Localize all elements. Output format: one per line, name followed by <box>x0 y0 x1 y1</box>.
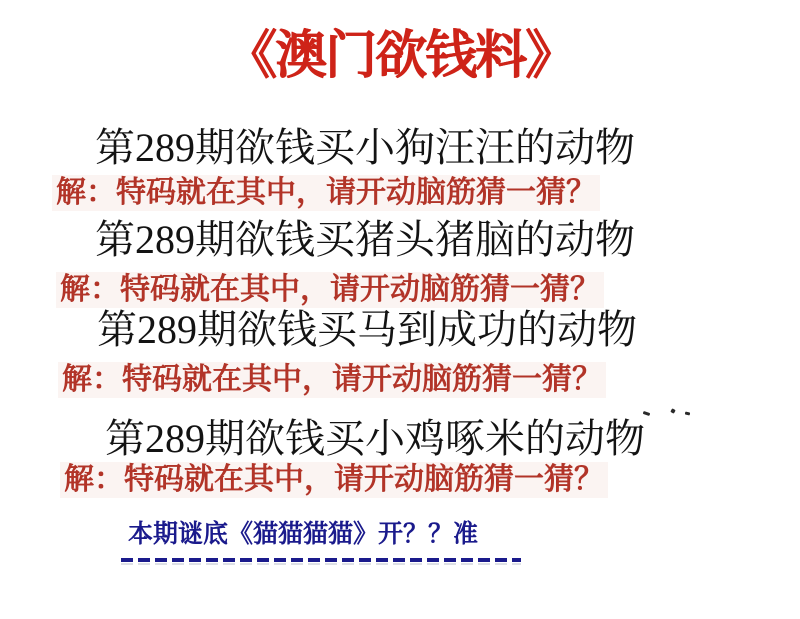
dashed-divider <box>121 558 521 562</box>
ink-speck <box>670 408 675 413</box>
riddle-question-1: 第289期欲钱买小狗汪汪的动物 <box>95 125 635 170</box>
riddle-hint-4: 解：特码就在其中，请开动脑筋猜一猜？ <box>60 462 608 498</box>
riddle-question-2: 第289期欲钱买猪头猪脑的动物 <box>95 217 635 262</box>
riddle-question-4: 第289期欲钱买小鸡啄米的动物 <box>105 416 645 461</box>
riddle-hint-3: 解：特码就在其中，请开动脑筋猜一猜？ <box>58 362 606 398</box>
riddle-hint-1: 解：特码就在其中，请开动脑筋猜一猜？ <box>52 175 600 211</box>
ink-speck <box>685 412 691 416</box>
page-title: 《澳门欲钱料》 <box>224 28 575 85</box>
riddle-question-3: 第289期欲钱买马到成功的动物 <box>97 307 637 352</box>
answer-line: 本期谜底《猫猫猫猫》开？？准 <box>128 521 479 548</box>
riddle-hint-2: 解：特码就在其中，请开动脑筋猜一猜？ <box>56 272 604 308</box>
